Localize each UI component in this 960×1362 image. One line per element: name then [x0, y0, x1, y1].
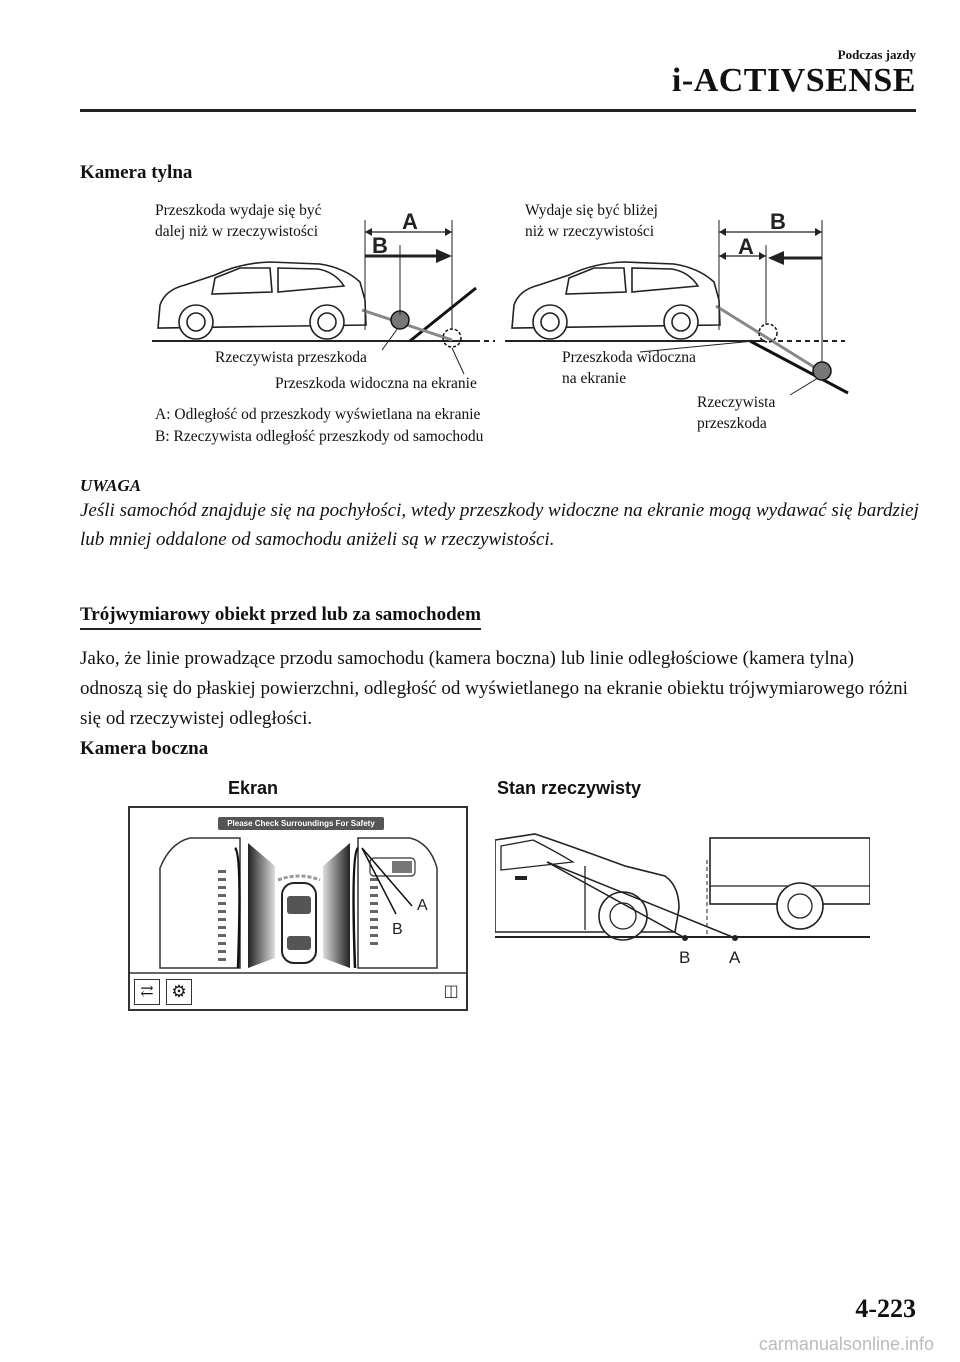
side-camera-title: Kamera boczna: [80, 738, 209, 759]
legend-a: A: Odległość od przeszkody wyświetlana na ekranie: [155, 406, 481, 423]
screen-letter-b: B: [392, 921, 403, 938]
real-letter-b: B: [679, 948, 691, 967]
camera-toggle-icon[interactable]: ⇄: [134, 979, 160, 1005]
real-state-diagram: [495, 820, 870, 970]
label-visible-right: Przeszkoda widoczna na ekranie: [562, 349, 696, 387]
right-actual-obstacle: [813, 362, 831, 380]
label-visible-left: Przeszkoda widoczna na ekranie: [275, 375, 477, 392]
chapter-title: i-ACTIVSENSE: [671, 62, 916, 99]
right-sightline: [716, 306, 822, 372]
note-title: UWAGA: [80, 476, 142, 495]
left-car: [158, 262, 366, 339]
screen-label: Ekran: [228, 778, 279, 798]
screen-letter-a: A: [417, 897, 428, 914]
label-actual-right: Rzeczywista przeszkoda: [697, 394, 776, 432]
rear-camera-title: Kamera tylna: [80, 162, 193, 183]
left-slope: [410, 288, 476, 341]
right-car: [512, 262, 720, 339]
note-text: Jeśli samochód znajduje się na pochyłości, wtedy przeszkody widoczne na ekranie mogą wydawać się bardziej lub mniej oddalone od samochodu aniżeli są w rzeczywistości.: [80, 500, 919, 550]
right-letter-b: B: [770, 209, 786, 234]
right-slope: [750, 341, 848, 393]
three-d-text: Jako, że linie prowadzące przodu samochodu (kamera boczna) lub linie odległościowe (kamera tylna) odnoszą się do płaskiej powierzchni, odległość od wyświetlanego na ekranie obiektu trójwymiarowego różni się od rzeczywistej odległości.: [80, 648, 908, 729]
section-title: Podczas jazdy: [837, 47, 916, 62]
left-letter-b: B: [372, 233, 388, 258]
label-actual-left: Rzeczywista przeszkoda: [215, 349, 367, 366]
legend-b: B: Rzeczywista odległość przeszkody od samochodu: [155, 428, 484, 445]
left-letter-a: A: [402, 209, 418, 234]
safety-banner: Please Check Surroundings For Safety: [218, 817, 384, 830]
right-caption: Wydaje się być bliżej niż w rzeczywistości: [525, 202, 658, 240]
real-letter-a: A: [729, 948, 741, 967]
real-label: Stan rzeczywisty: [497, 778, 642, 798]
rear-camera-diagram: [0, 0, 960, 460]
left-caption: Przeszkoda wydaje się być dalej niż w rzeczywistości: [155, 202, 322, 240]
three-d-heading: Trójwymiarowy obiekt przed lub za samochodem: [80, 604, 481, 630]
right-letter-a: A: [738, 234, 754, 259]
watermark: carmanualsonline.info: [758, 1334, 934, 1354]
sensor-car-icon[interactable]: ◫: [443, 983, 459, 1000]
car-topview-icon: [282, 883, 316, 963]
screen-frame: [128, 806, 468, 1011]
page-number: 4-223: [855, 1294, 916, 1323]
gear-icon[interactable]: ⚙: [166, 979, 192, 1005]
